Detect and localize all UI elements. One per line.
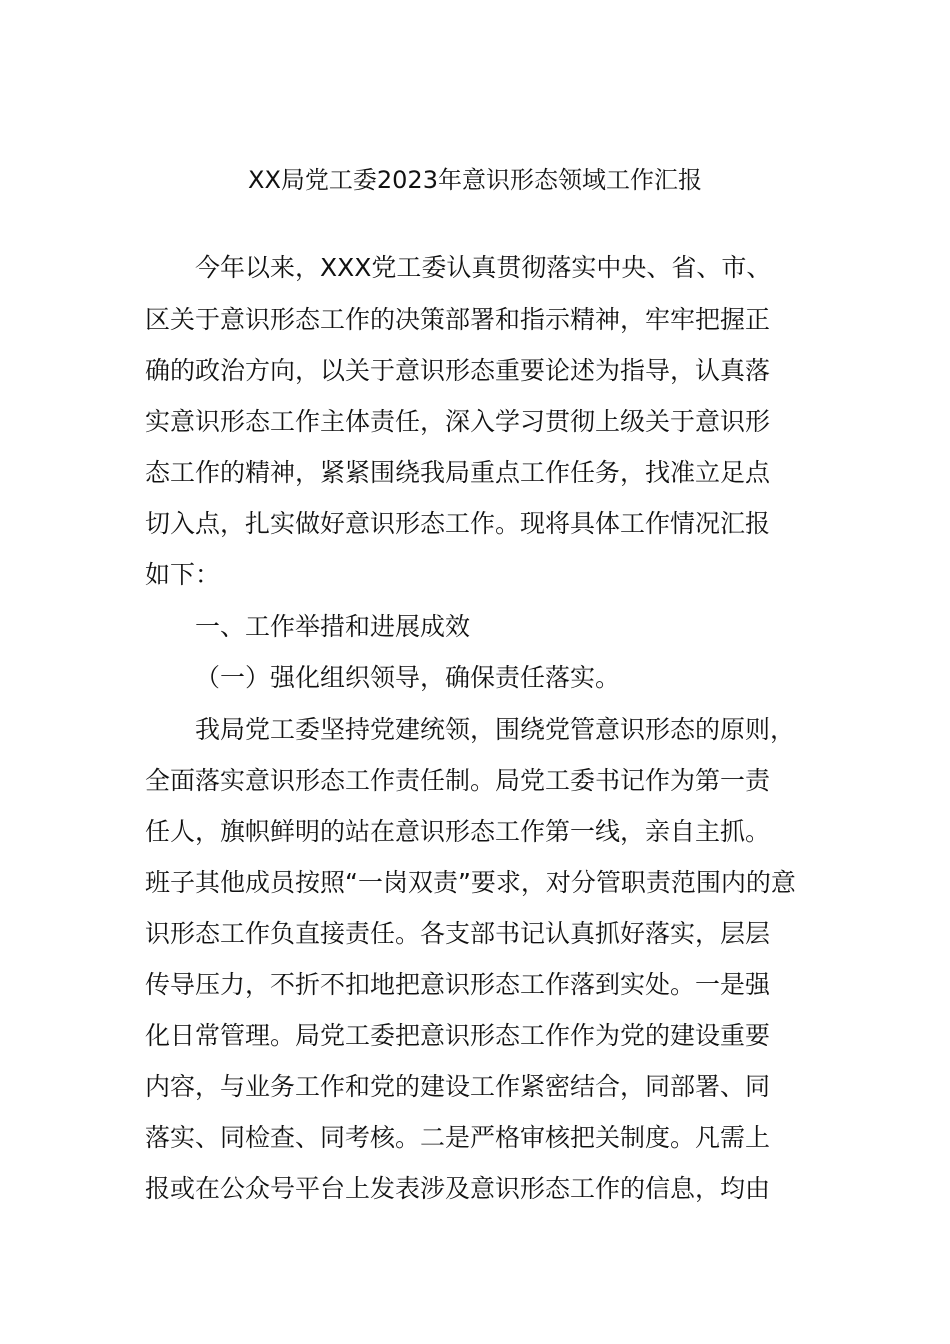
subsection-heading: （一）强化组织领导，确保责任落实。 xyxy=(195,663,621,692)
paragraph-line: 区关于意识形态工作的决策部署和指示精神，牢牢把握正 xyxy=(145,305,771,334)
paragraph-line: 今年以来，XXX党工委认真贯彻落实中央、省、市、 xyxy=(195,253,772,282)
paragraph-line: 态工作的精神，紧紧围绕我局重点工作任务，找准立足点 xyxy=(145,458,771,487)
section-heading: 一、工作举措和进展成效 xyxy=(195,612,471,641)
paragraph-line: 实意识形态工作主体责任，深入学习贯彻上级关于意识形 xyxy=(145,407,771,436)
paragraph-line: 班子其他成员按照“一岗双责”要求，对分管职责范围内的意 xyxy=(145,868,796,897)
paragraph-line: 传导压力，不折不扣地把意识形态工作落到实处。一是强 xyxy=(145,970,771,999)
paragraph-line: 识形态工作负直接责任。各支部书记认真抓好落实，层层 xyxy=(145,919,771,948)
paragraph-line: 我局党工委坚持党建统领，围绕党管意识形态的原则， xyxy=(195,715,796,744)
paragraph-line: 报或在公众号平台上发表涉及意识形态工作的信息，均由 xyxy=(145,1174,771,1203)
paragraph-line: 如下： xyxy=(145,560,221,589)
paragraph-line: 化日常管理。局党工委把意识形态工作作为党的建设重要 xyxy=(145,1021,771,1050)
document-title: XX局党工委2023年意识形态领域工作汇报 xyxy=(248,166,702,194)
paragraph-line: 全面落实意识形态工作责任制。局党工委书记作为第一责 xyxy=(145,766,771,795)
paragraph-line: 确的政治方向，以关于意识形态重要论述为指导，认真落 xyxy=(145,356,771,385)
paragraph-line: 内容，与业务工作和党的建设工作紧密结合，同部署、同 xyxy=(145,1072,771,1101)
paragraph-line: 切入点，扎实做好意识形态工作。现将具体工作情况汇报 xyxy=(145,509,771,538)
paragraph-line: 任人，旗帜鲜明的站在意识形态工作第一线，亲自主抓。 xyxy=(145,817,771,846)
paragraph-line: 落实、同检查、同考核。二是严格审核把关制度。凡需上 xyxy=(145,1123,771,1152)
